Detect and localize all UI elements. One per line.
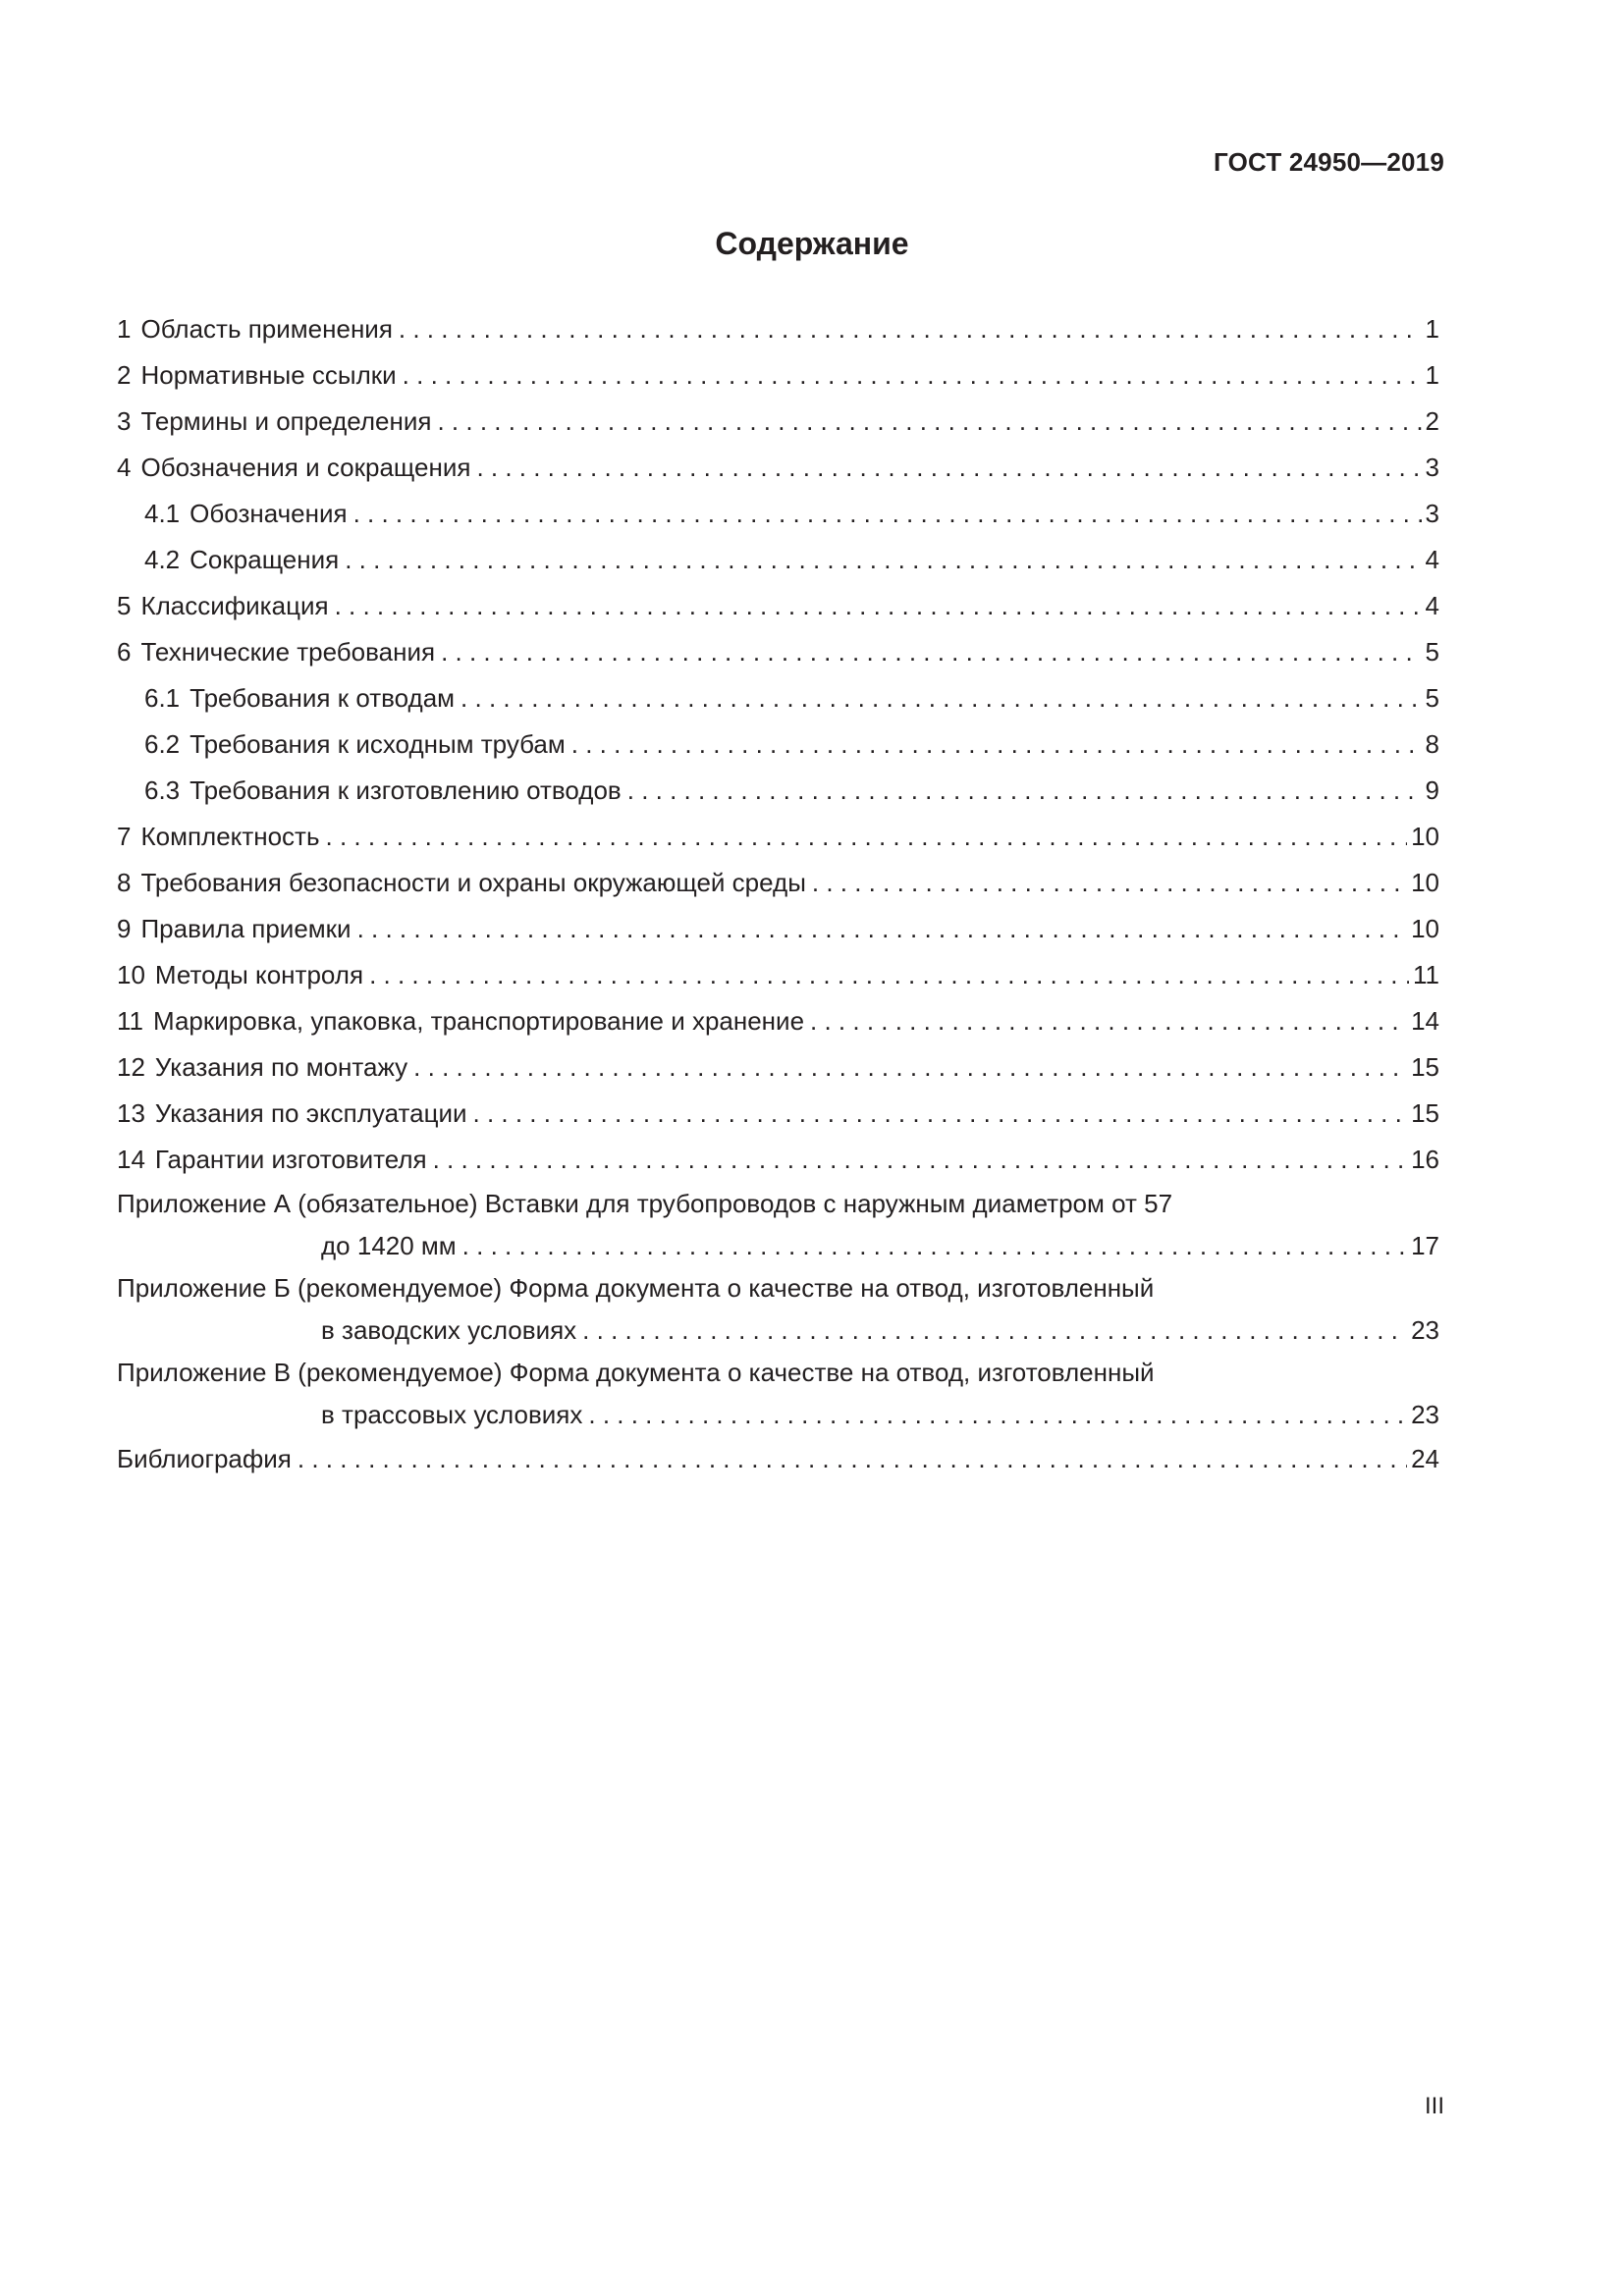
toc-appendix-title: Приложение В (рекомендуемое) Форма документа о качестве на отвод, изготовленный <box>117 1358 1155 1387</box>
toc-entry-10[interactable] <box>117 952 1439 998</box>
dot-leader <box>298 1436 1407 1482</box>
toc-entry-number: 8 <box>117 868 132 897</box>
toc-entry-page: 24 <box>1411 1444 1439 1473</box>
toc-entry-title: Маркировка, упаковка, транспортирование и хранение <box>153 1006 805 1036</box>
dot-leader <box>433 1137 1408 1183</box>
toc-entry-title: Указания по эксплуатации <box>154 1098 467 1128</box>
toc-entry-title: Технические требования <box>140 637 436 667</box>
toc-entry-number: 12 <box>117 1052 145 1082</box>
dot-leader <box>571 721 1422 768</box>
toc-entry-page: 2 <box>1425 406 1439 436</box>
toc-entry-page: 5 <box>1425 683 1439 713</box>
toc-entry-3[interactable] <box>117 399 1439 445</box>
toc-entry-page: 10 <box>1411 914 1439 943</box>
toc-entry-number: 2 <box>117 360 132 390</box>
dot-leader <box>335 583 1422 629</box>
toc-entry-page: 8 <box>1425 729 1439 759</box>
toc-entry-number: 3 <box>117 406 132 436</box>
toc-entry-number: 4 <box>117 453 132 482</box>
toc-entry-6-1[interactable] <box>117 675 1439 721</box>
toc-entry-page: 10 <box>1411 822 1439 851</box>
toc-entry-number: 6 <box>117 637 132 667</box>
toc-entry-number: 4.2 <box>144 545 181 574</box>
dot-leader <box>345 537 1421 583</box>
toc-entry-page: 14 <box>1411 1006 1439 1036</box>
dot-leader <box>582 1309 1407 1352</box>
toc-entry-title: Область применения <box>140 314 393 344</box>
toc-entry-number: 14 <box>117 1145 145 1174</box>
toc-entry-page: 10 <box>1411 868 1439 897</box>
toc-appendix-title-continued: до 1420 мм <box>321 1231 457 1260</box>
dot-leader <box>460 675 1421 721</box>
dot-leader <box>462 1225 1407 1267</box>
dot-leader <box>441 629 1421 675</box>
toc-entry-6[interactable] <box>117 629 1439 675</box>
toc-entry-number: 13 <box>117 1098 145 1128</box>
toc-entry-1[interactable] <box>117 306 1439 352</box>
toc-entry-6-2[interactable] <box>117 721 1439 768</box>
toc-entry-4-2[interactable] <box>117 537 1439 583</box>
document-code: ГОСТ 24950—2019 <box>1214 147 1444 177</box>
toc-entry-number: 5 <box>117 591 132 620</box>
toc-entry-page: 17 <box>1411 1231 1439 1260</box>
toc-appendix-b[interactable] <box>117 1267 1439 1352</box>
toc-entry-page: 16 <box>1411 1145 1439 1174</box>
dot-leader <box>473 1091 1408 1137</box>
toc-entry-4-1[interactable] <box>117 491 1439 537</box>
toc-entry-title: Сокращения <box>189 545 340 574</box>
dot-leader <box>437 399 1421 445</box>
toc-entry-page: 3 <box>1425 453 1439 482</box>
toc-entry-7[interactable] <box>117 814 1439 860</box>
toc-appendix-title: Приложение Б (рекомендуемое) Форма документа о качестве на отвод, изготовленный <box>117 1273 1155 1303</box>
toc-title: Содержание <box>715 226 909 261</box>
toc-entry-title: Обозначения <box>189 499 348 528</box>
toc-entry-title: Термины и определения <box>140 406 432 436</box>
toc-entry-number: 4.1 <box>144 499 181 528</box>
page-number: III <box>1424 2093 1444 2119</box>
toc-entry-title: Требования к отводам <box>189 683 456 713</box>
dot-leader <box>399 306 1422 352</box>
toc-entry-title: Требования к исходным трубам <box>189 729 566 759</box>
toc-entry-page: 9 <box>1425 775 1439 805</box>
toc-entry-number: 10 <box>117 960 145 989</box>
toc-entry-title: Нормативные ссылки <box>140 360 397 390</box>
toc-entry-4[interactable] <box>117 445 1439 491</box>
toc-entry-title: Требования безопасности и охраны окружающей среды <box>140 868 806 897</box>
toc-entry-page: 23 <box>1411 1315 1439 1345</box>
toc-entry-title: Правила приемки <box>140 914 352 943</box>
dot-leader <box>326 814 1408 860</box>
dot-leader <box>588 1394 1407 1436</box>
toc-entry-title: Комплектность <box>140 822 320 851</box>
toc-entry-6-3[interactable] <box>117 768 1439 814</box>
toc-entry-title: Методы контроля <box>154 960 364 989</box>
toc-entry-page: 1 <box>1425 360 1439 390</box>
toc-entry-page: 3 <box>1425 499 1439 528</box>
toc-entry-number: 11 <box>117 1006 143 1036</box>
toc-appendix-title-continued: в трассовых условиях <box>321 1400 583 1429</box>
toc-entry-11[interactable] <box>117 998 1439 1044</box>
toc-appendix-title: Приложение А (обязательное) Вставки для трубопроводов с наружным диаметром от 57 <box>117 1189 1173 1218</box>
toc-entry-title: Указания по монтажу <box>154 1052 408 1082</box>
toc-entry-page: 15 <box>1411 1098 1439 1128</box>
toc-appendix-title-continued: в заводских условиях <box>321 1315 577 1345</box>
toc-entry-page: 15 <box>1411 1052 1439 1082</box>
toc-entry-number: 6.2 <box>144 729 181 759</box>
toc-entry-title: Классификация <box>140 591 329 620</box>
dot-leader <box>369 952 1409 998</box>
dot-leader <box>357 906 1408 952</box>
toc-entry-number: 6.1 <box>144 683 181 713</box>
toc-entry-number: 9 <box>117 914 132 943</box>
toc-appendix-v[interactable] <box>117 1352 1439 1436</box>
toc-entry-5[interactable] <box>117 583 1439 629</box>
toc-entry-page: 4 <box>1425 545 1439 574</box>
table-of-contents <box>117 306 1439 1482</box>
toc-entry-title: Гарантии изготовителя <box>154 1145 427 1174</box>
toc-entry-number: 6.3 <box>144 775 181 805</box>
toc-entry-12[interactable] <box>117 1044 1439 1091</box>
toc-entry-9[interactable] <box>117 906 1439 952</box>
dot-leader <box>476 445 1421 491</box>
toc-entry-title: Требования к изготовлению отводов <box>189 775 622 805</box>
toc-entry-page: 23 <box>1411 1400 1439 1429</box>
dot-leader <box>627 768 1422 814</box>
dot-leader <box>810 998 1407 1044</box>
toc-entry-title: Библиография <box>117 1444 292 1473</box>
dot-leader <box>403 352 1422 399</box>
toc-bibliography[interactable] <box>117 1436 1439 1482</box>
toc-entry-14[interactable] <box>117 1137 1439 1183</box>
toc-entry-page: 1 <box>1425 314 1439 344</box>
dot-leader <box>353 491 1422 537</box>
toc-entry-page: 11 <box>1413 960 1439 989</box>
toc-entry-page: 5 <box>1425 637 1439 667</box>
toc-entry-13[interactable] <box>117 1091 1439 1137</box>
toc-entry-title: Обозначения и сокращения <box>140 453 471 482</box>
dot-leader <box>812 860 1407 906</box>
toc-entry-number: 7 <box>117 822 132 851</box>
toc-appendix-a[interactable] <box>117 1183 1439 1267</box>
toc-entry-8[interactable] <box>117 860 1439 906</box>
toc-entry-page: 4 <box>1425 591 1439 620</box>
dot-leader <box>413 1044 1407 1091</box>
toc-entry-number: 1 <box>117 314 132 344</box>
toc-entry-2[interactable] <box>117 352 1439 399</box>
